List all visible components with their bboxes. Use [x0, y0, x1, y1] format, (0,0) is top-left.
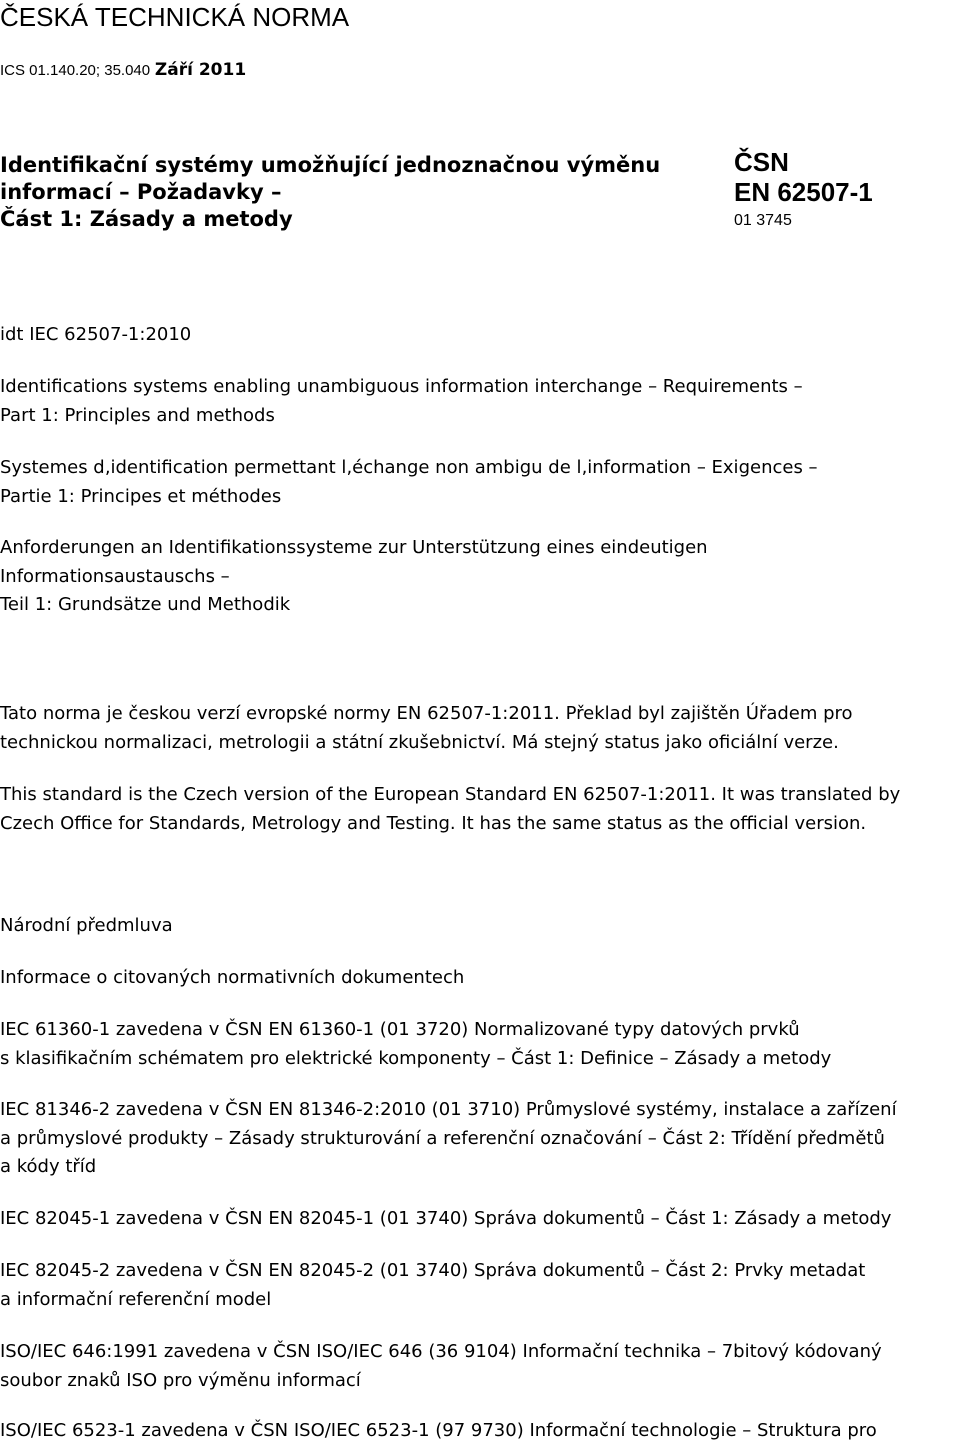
german-title — [0, 534, 708, 620]
reference-line: IEC 82045-2 zavedena v ČSN EN 82045-2 (01 3740) Správa dokumentů – Část 2: Prvky metadat — [0, 1260, 866, 1281]
document-title — [0, 152, 660, 233]
czech-notice — [0, 700, 853, 757]
french-title-line: Systemes d‚identification permettant l‚échange non ambigu de l‚information – Exigences – — [0, 457, 818, 478]
english-title — [0, 373, 803, 430]
reference-line: a kódy tříd — [0, 1156, 97, 1177]
standard-designation — [734, 146, 873, 230]
reference-item — [0, 1096, 897, 1182]
standard-type-heading: ČESKÁ TECHNICKÁ NORMA — [0, 2, 350, 32]
foreword-subheading: Informace o citovaných normativních dokumentech — [0, 967, 465, 988]
german-title-line: Informationsaustauschs – — [0, 565, 230, 587]
title-line: Část 1: Zásady a metody — [0, 207, 293, 231]
english-notice-line: Czech Office for Standards, Metrology and Testing. It has the same status as the official version. — [0, 812, 867, 834]
reference-item — [0, 1016, 831, 1073]
reference-item — [0, 1417, 877, 1446]
french-title — [0, 454, 818, 511]
title-line: Identifikační systémy umožňující jednoznačnou výměnu — [0, 153, 661, 177]
title-line: informací – Požadavky – — [0, 180, 282, 204]
reference-line: a průmyslové produkty – Zásady strukturování a referenční označování – Část 2: Třídění předmětů — [0, 1127, 885, 1149]
english-title-line: Identifications systems enabling unambiguous information interchange – Requirements – — [0, 376, 803, 397]
german-title-line: Anforderungen an Identifikationssysteme zur Unterstützung eines eindeutigen — [0, 537, 708, 558]
reference-line: IEC 81346-2 zavedena v ČSN EN 81346-2:2010 (01 3710) Průmyslové systémy, instalace a zařízení — [0, 1099, 897, 1120]
french-title-line: Partie 1: Principes et méthodes — [0, 485, 282, 507]
reference-line: s klasifikačním schématem pro elektrické komponenty – Část 1: Definice – Zásady a metody — [0, 1047, 832, 1069]
ics-date-line — [0, 60, 246, 80]
identity-statement: idt IEC 62507-1:2010 — [0, 324, 192, 345]
english-notice-line: This standard is the Czech version of the European Standard EN 62507-1:2011. It was translated by — [0, 784, 901, 805]
reference-item — [0, 1257, 865, 1314]
publication-date: Září 2011 — [154, 60, 247, 80]
czech-notice-line: technickou normalizaci, metrologii a státní zkušebnictví. Má stejný status jako oficiální verze. — [0, 731, 839, 753]
csn-label: ČSN — [734, 147, 789, 177]
english-notice — [0, 781, 900, 838]
reference-line: ISO/IEC 646:1991 zavedena v ČSN ISO/IEC 646 (36 9104) Informační technika – 7bitový kódovaný — [0, 1341, 882, 1362]
foreword-heading: Národní předmluva — [0, 915, 173, 936]
reference-line: IEC 61360-1 zavedena v ČSN EN 61360-1 (01 3720) Normalizované typy datových prvků — [0, 1019, 800, 1040]
english-title-line: Part 1: Principles and methods — [0, 404, 275, 426]
reference-line: IEC 82045-1 zavedena v ČSN EN 82045-1 (01 3740) Správa dokumentů – Část 1: Zásady a metody — [0, 1208, 892, 1229]
reference-item — [0, 1338, 882, 1395]
reference-line: ISO/IEC 6523-1 zavedena v ČSN ISO/IEC 6523-1 (97 9730) Informační technologie – Struktura pro — [0, 1420, 877, 1441]
reference-line: a informační referenční model — [0, 1288, 272, 1310]
classification-number: 01 3745 — [734, 212, 792, 229]
czech-notice-line: Tato norma je českou verzí evropské normy EN 62507-1:2011. Překlad byl zajištěn Úřadem pro — [0, 703, 853, 724]
standard-number: EN 62507-1 — [734, 177, 873, 207]
reference-line: soubor znaků ISO pro výměnu informací — [0, 1369, 361, 1391]
german-title-line: Teil 1: Grundsätze und Methodik — [0, 594, 291, 615]
reference-item — [0, 1205, 891, 1234]
ics-code: ICS 01.140.20; 35.040 — [0, 62, 151, 79]
